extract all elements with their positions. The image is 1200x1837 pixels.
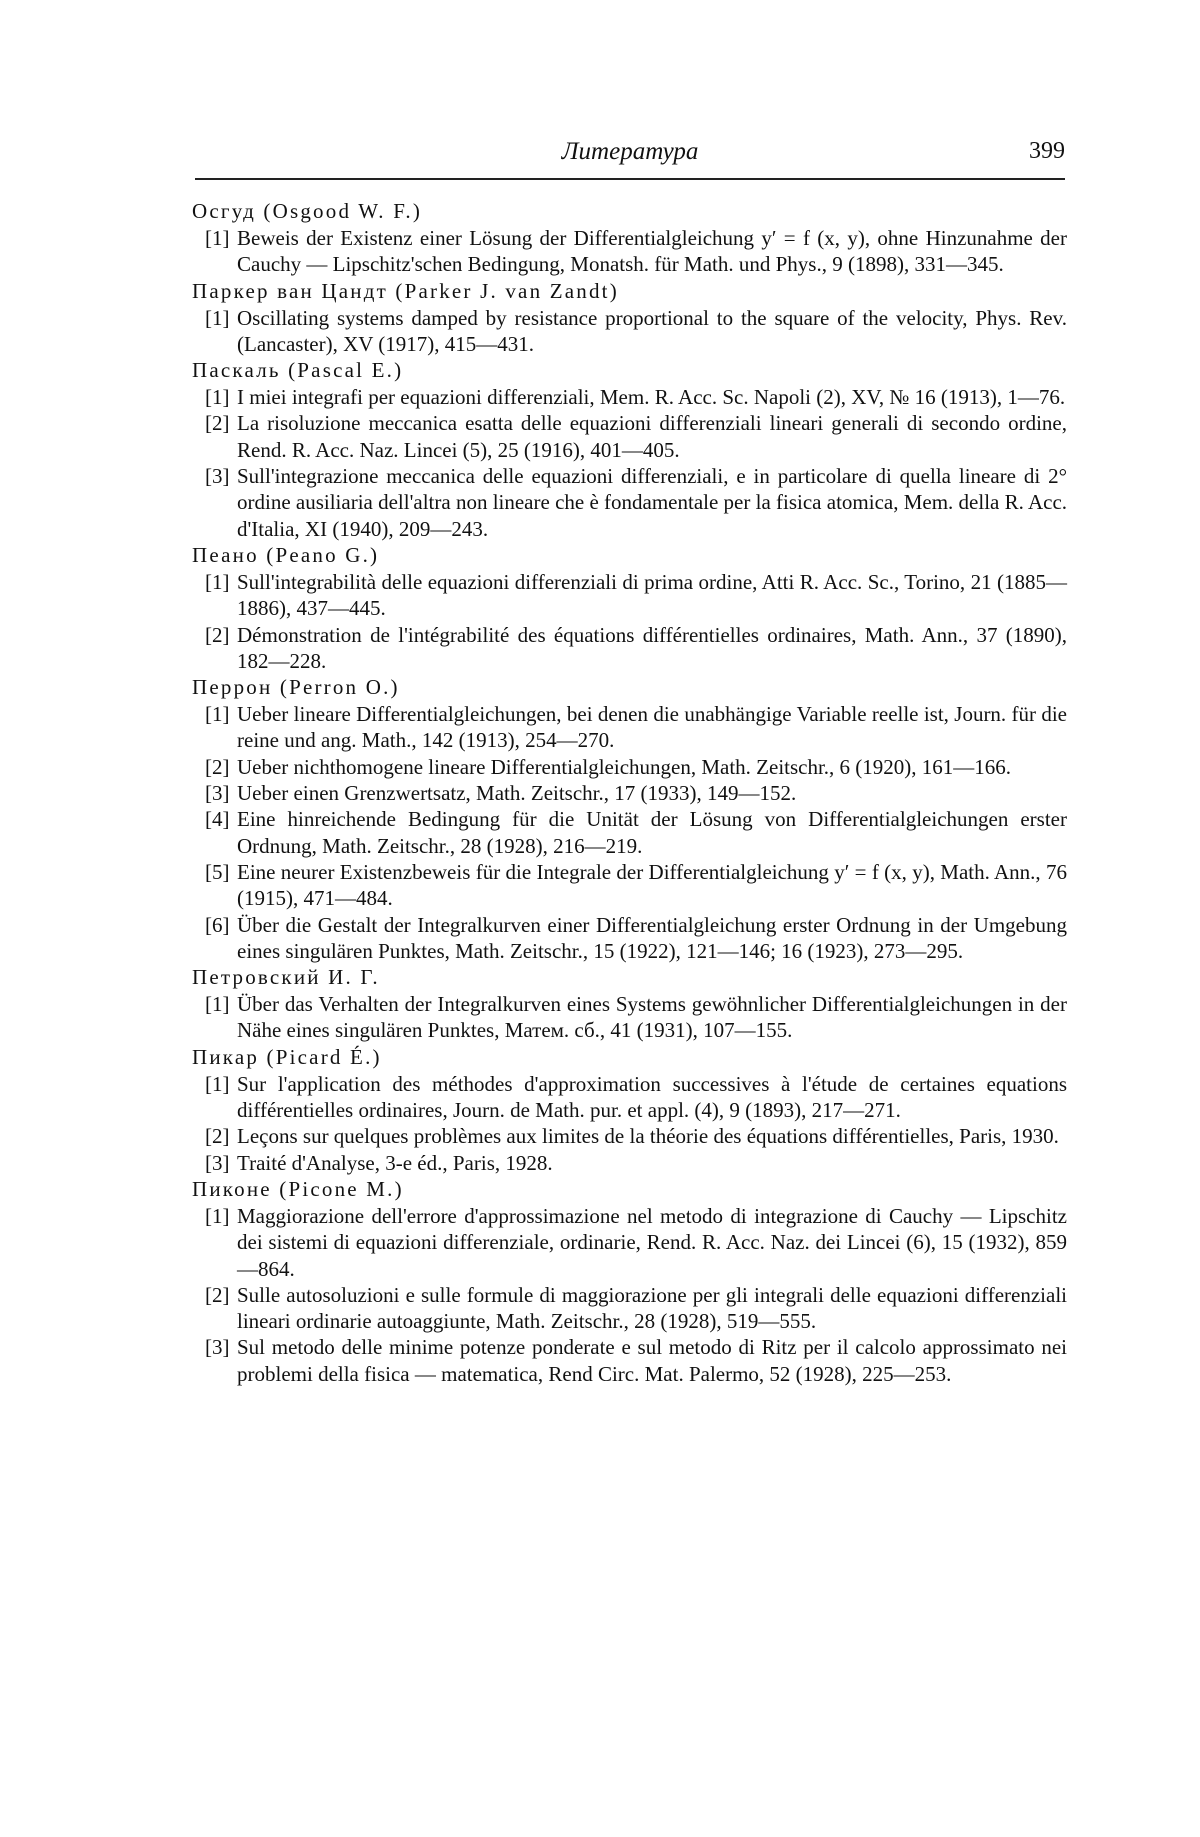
reference-text: Ueber lineare Differentialgleichungen, bei denen die unabhängige Variable reelle ist, Journ. für die reine und ang. Math., 142 (1913), 254—270. [237,702,1067,753]
reference-number: [2] [205,411,230,436]
running-header [195,130,1065,180]
reference-number: [2] [205,754,230,779]
reference-number: [4] [205,807,230,832]
reference-entry [192,991,1067,1044]
reference-number: [1] [205,305,230,330]
reference-entry [192,780,1067,806]
reference-entry [192,1203,1067,1282]
reference-entry [192,1071,1067,1124]
reference-number: [1] [205,226,230,250]
reference-entry [192,1150,1067,1176]
reference-entry [192,384,1067,410]
reference-number: [1] [205,702,230,727]
reference-entry [192,569,1067,622]
reference-entry [192,754,1067,780]
author-heading: Петровский И. Г. [192,965,380,990]
author-heading: Пиконе (Picone M.) [192,1176,404,1201]
reference-number: [1] [205,569,230,594]
reference-number: [3] [205,1150,230,1175]
reference-number: [3] [205,781,230,806]
reference-entry [192,912,1067,965]
reference-entry [192,859,1067,912]
reference-number: [2] [205,622,230,647]
running-title: Литература [561,138,699,165]
reference-number: [6] [205,912,230,937]
author-heading: Осгуд (Osgood W. F.) [192,199,423,223]
reference-text: Eine hinreichende Bedingung für die Unität der Lösung von Differentialgleichungen erster Ordnung, Math. Zeitschr., 28 (1928), 216—219. [237,807,1067,858]
reference-text: Leçons sur quelques problèmes aux limites de la théorie des équations différentielles, Paris, 1930. [237,1124,1059,1149]
reference-number: [3] [205,1335,230,1360]
author-heading: Пеано (Peano G.) [192,542,380,567]
reference-text: Ueber nichthomogene lineare Differentialgleichungen, Math. Zeitschr., 6 (1920), 161—166. [237,754,1012,779]
reference-text: La risoluzione meccanica esatta delle equazioni differenziali lineari generali di secondo ordine, Rend. R. Acc. Naz. Lincei (5), 25 (1916), 401—405. [237,411,1067,462]
reference-text: Oscillating systems damped by resistance proportional to the square of the velocity, Phys. Rev. (Lancaster), XV (1917), 415—431. [237,305,1067,356]
reference-entry [192,1334,1067,1387]
reference-entry [192,225,1067,278]
reference-entry [192,622,1067,675]
author-heading: Паркер ван Цандт (Parker J. van Zandt) [192,278,619,303]
reference-text: Sulle autosoluzioni e sulle formule di maggiorazione per gli integrali delle equazioni differenziali lineari ordinarie autoaggiunte, Math. Zeitschr., 28 (1928), 519—555. [237,1282,1067,1334]
reference-text: Sul metodo delle minime potenze ponderate e sul metodo di Ritz per il calcolo approssimato nei problemi della fisica — matematica, Rend Circ. Mat. Palermo, 52 (1928), 225—253. [237,1335,1067,1386]
reference-text: Sur l'application des méthodes d'approximation successives à l'étude de certaines equations différentielles ordinaires, Journ. de Math. pur. et appl. (4), 9 (1893), 217—271. [237,1071,1067,1123]
reference-text: Ueber einen Grenzwertsatz, Math. Zeitschr., 17 (1933), 149—152. [237,781,797,806]
reference-entry [192,701,1067,754]
reference-number: [1] [205,385,230,410]
author-heading: Паскаль (Pascal E.) [192,358,404,383]
reference-number: [1] [205,1071,230,1096]
reference-text: I miei integrafi per equazioni differenziali, Mem. R. Acc. Sc. Napoli (2), XV, № 16 (1913), 1—76. [237,385,1066,410]
reference-entry [192,1123,1067,1149]
page-number: 399 [1029,138,1065,164]
reference-text: Über das Verhalten der Integralkurven eines Systems gewöhnlicher Differentialgleichungen in der Nähe eines singulären Punktes, Матем. сб., 41 (1931), 107—155. [237,992,1067,1043]
reference-number: [2] [205,1282,230,1307]
reference-number: [3] [205,464,230,489]
reference-text: Maggiorazione dell'errore d'approssimazione nel metodo di integrazione di Cauchy — Lipschitz dei sistemi di equazioni differenziale, ordinarie, Rend. R. Acc. Naz. dei Lincei (6), 15 (1932), 859—864. [237,1203,1067,1281]
reference-number: [1] [205,1203,230,1228]
reference-text: Über die Gestalt der Integralkurven einer Differentialgleichung erster Ordnung in der Umgebung eines singulären Punktes, Math. Zeitschr., 15 (1922), 121—146; 16 (1923), 273—295. [237,912,1067,963]
reference-text: Sull'integrabilità delle equazioni differenziali di prima ordine, Atti R. Acc. Sc., Torino, 21 (1885—1886), 437—445. [237,569,1067,621]
reference-entry [192,305,1067,358]
bibliography-body [192,198,1067,1387]
reference-number: [2] [205,1124,230,1149]
author-heading: Перрон (Perron O.) [192,675,400,700]
reference-entry [192,1282,1067,1335]
reference-entry [192,410,1067,463]
reference-entry [192,463,1067,542]
reference-text: Beweis der Existenz einer Lösung der Differentialgleichung y′ = f (x, y), ohne Hinzunahme der Cauchy — Lipschitz'schen Bedingung, Monatsh. für Math. und Phys., 9 (1898), 331—345. [237,226,1067,277]
reference-text: Traité d'Analyse, 3-e éd., Paris, 1928. [237,1150,553,1175]
reference-text: Eine neurer Existenzbeweis für die Integrale der Differentialgleichung y′ = f (x, y), Math. Ann., 76 (1915), 471—484. [237,859,1067,911]
reference-entry [192,806,1067,859]
reference-number: [1] [205,992,230,1017]
author-heading: Пикар (Picard É.) [192,1044,382,1069]
reference-text: Sull'integrazione meccanica delle equazioni differenziali, e in particolare di quella lineare di 2° ordine ausiliaria dell'altra non lineare che è fondamentale per la fisica atomica, Mem. della R. Acc. d'Italia, XI (1940), 209—243. [237,464,1068,541]
reference-text: Démonstration de l'intégrabilité des équations différentielles ordinaires, Math. Ann., 37 (1890), 182—228. [237,622,1067,673]
reference-number: [5] [205,859,230,884]
